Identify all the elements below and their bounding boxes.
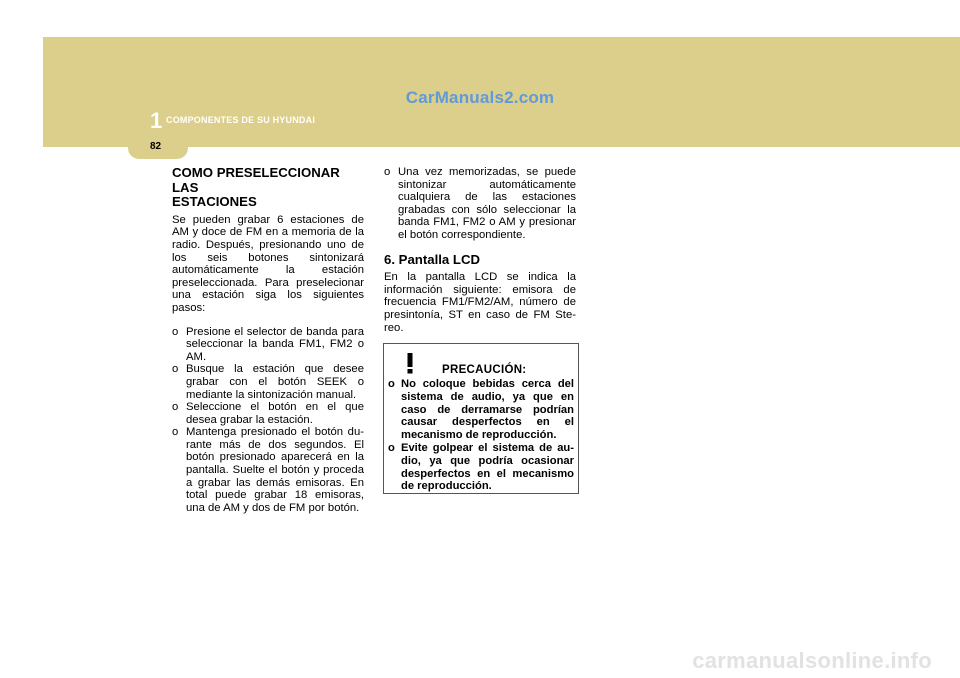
- chapter-number: 1: [150, 108, 163, 133]
- top-watermark: CarManuals2.com: [405, 88, 555, 107]
- list-item-text: Mantenga presionado el botón du-rante más de dos segundos. El botón presionado aparecerá en la pantalla. Suelte el botón y proceda a grabar las demás emisoras. En total puede grabar 18 emisoras, una de AM y dos de FM por botón.: [186, 426, 364, 514]
- list-item: [388, 378, 574, 442]
- steps-list: [172, 326, 364, 515]
- note-list: [384, 166, 576, 242]
- left-column: [172, 166, 364, 514]
- bottom-watermark: carmanualsonline.info: [692, 648, 932, 673]
- caution-box: [383, 343, 579, 494]
- bullet-marker: o: [388, 378, 395, 390]
- list-item: [388, 442, 574, 493]
- bullet-marker: o: [388, 441, 395, 454]
- chapter-title: COMPONENTES DE SU HYUNDAI: [166, 115, 316, 125]
- list-item-text: Una vez memorizadas, se puede sintonizar automáticamente cualquiera de las estaciones grabadas con sólo seleccionar la banda FM1, FM2 o AM y presionar el botón correspondiente.: [398, 166, 576, 241]
- caution-title: PRECAUCIÓN:: [442, 364, 527, 376]
- list-item-text: Busque la estación que desee grabar con el botón SEEK o mediante la sintonización manual.: [186, 363, 364, 401]
- bullet-marker: o: [172, 426, 179, 439]
- heading-line-2: ESTACIONES: [172, 194, 257, 210]
- caution-list: [388, 378, 574, 493]
- list-item: [172, 363, 364, 401]
- bullet-marker: o: [172, 401, 179, 414]
- list-item-text: No coloque bebidas cerca del sistema de audio, ya que en caso de derramarse podrían causar desperfectos en el mecanismo de reproducción.: [401, 378, 574, 442]
- page-number: 82: [150, 141, 162, 152]
- warning-triangle-icon: [395, 349, 425, 375]
- list-item: [172, 401, 364, 426]
- list-item: [172, 326, 364, 364]
- section-heading-lcd: 6. Pantalla LCD: [384, 251, 481, 267]
- bullet-marker: o: [172, 363, 179, 376]
- intro-paragraph: Se pueden grabar 6 estaciones de AM y doce de FM en a memoria de la radio. Después, presionando uno de los seis botones sintonizará automáticamente la estación preseleccionada. Para preselecionar una estación siga los siguientes pasos:: [172, 213, 364, 314]
- heading-line-1: COMO PRESELECCIONAR LAS: [172, 165, 340, 195]
- bullet-marker: o: [172, 325, 179, 338]
- list-item: [172, 426, 364, 514]
- right-column: [384, 166, 576, 345]
- list-item-text: Seleccione el botón en el que desea grabar la estación.: [186, 401, 364, 426]
- bullet-marker: o: [384, 166, 391, 178]
- lcd-paragraph: En la pantalla LCD se indica la información siguiente: emisora de frecuencia FM1/FM2/AM, número de presintonía, ST en caso de FM Ste-reo.: [384, 271, 576, 334]
- list-item-text: Evite golpear el sistema de au-dio, ya que podría ocasionar desperfectos en el mecanismo de reproducción.: [401, 441, 574, 493]
- list-item-text: Presione el selector de banda para seleccionar la banda FM1, FM2 o AM.: [186, 325, 364, 363]
- section-heading-presets: [172, 166, 364, 210]
- list-item: [384, 166, 576, 242]
